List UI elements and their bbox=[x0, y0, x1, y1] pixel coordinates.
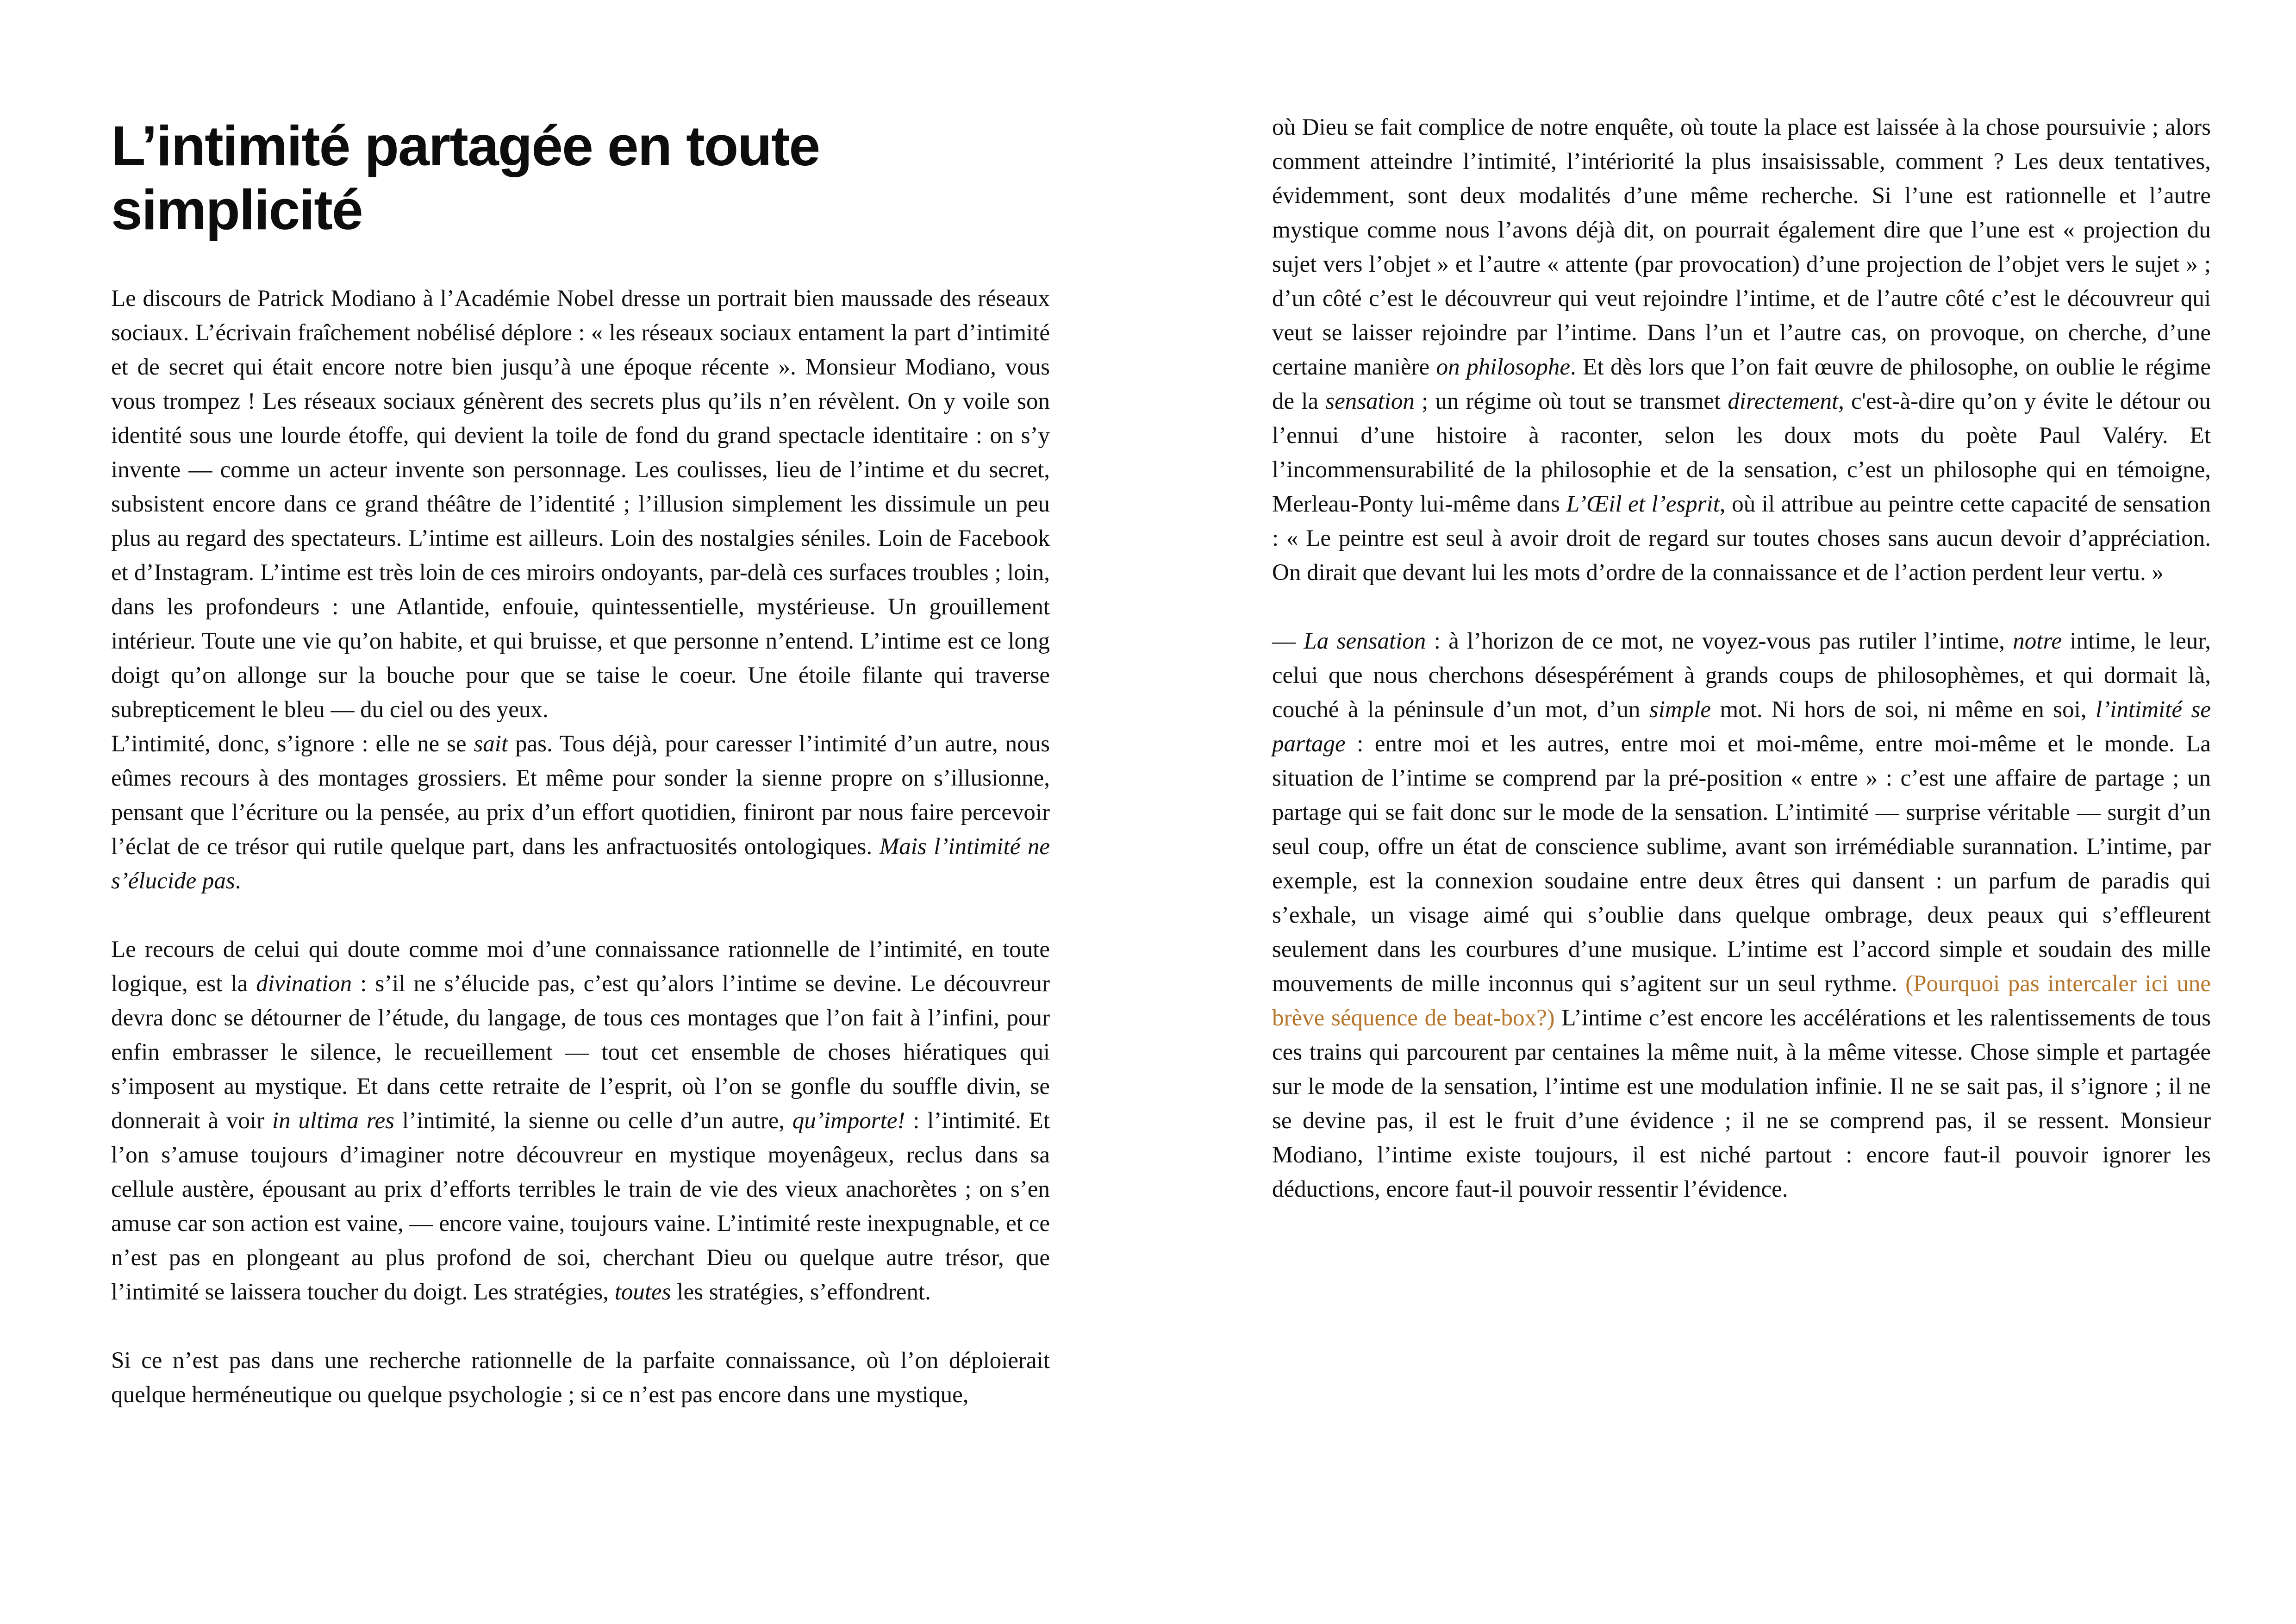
text-run: : à l’horizon de ce mot, ne voyez-vous pas rutiler l’intime, bbox=[1426, 628, 2013, 654]
italic-run: qu’importe! bbox=[792, 1108, 905, 1134]
text-run: ; un régime où tout se transmet bbox=[1414, 388, 1728, 414]
text-run: , où il attribue au peintre cette capacité de sensation : « Le peintre est seul à avoir droit de regard sur toutes choses sans aucun devoir d’appréciation. On dirait que devant lui les mots d’ordre de la connaissance et de l’action perdent leur vertu. » bbox=[1272, 491, 2211, 586]
text-run: Si ce n’est pas dans une recherche rationnelle de la parfaite connaissance, où l’on déploierait quelque herméneutique ou quelque psychologie ; si ce n’est pas encore dans une mystique, bbox=[111, 1348, 1050, 1408]
text-run: L’intime c’est encore les accélérations et les ralentissements de tous ces trains qui parcourent par centaines la même nuit, à la même vitesse. Chose simple et partagée sur le mode de la sensation, l’intime est une modulation infinie. Il ne se sait pas, il s’ignore ; il ne se devine pas, il est le fruit d’une évidence ; il ne se comprend pas, il se ressent. Monsieur Modiano, l’intime existe toujours, il est niché partout : encore faut-il pouvoir ignorer les déductions, encore faut-il pouvoir ressentir l’évidence. bbox=[1272, 1005, 2211, 1202]
italic-run: L’Œil et l’esprit bbox=[1566, 491, 1720, 517]
paragraph-4 bbox=[111, 1343, 1050, 1412]
text-run: — bbox=[1272, 628, 1304, 654]
text-run: intime, le leur, celui que nous cherchons désespérément à grands coups de philosophèmes, et qui dormait là, couché à la péninsule d’un mot, d’un bbox=[1272, 628, 2211, 723]
text-run: : s’il ne s’élucide pas, c’est qu’alors l’intime se devine. Le découvreur devra donc se détourner de l’étude, du langage, de tous ces montages que l’on fait à l’infini, pour enfin embrasser le silence, le recueillement — tout cet ensemble de choses hiératiques qui s’imposent au mystique. Et dans cette retraite de l’esprit, où l’on se gonfle du souffle divin, se donnerait à voir bbox=[111, 971, 1050, 1134]
italic-run: simple bbox=[1649, 697, 1711, 723]
italic-run: sensation bbox=[1325, 388, 1415, 414]
text-run: mot. Ni hors de soi, ni même en soi, bbox=[1711, 697, 2096, 723]
italic-run: in ultima res bbox=[272, 1108, 395, 1134]
italic-run: toutes bbox=[614, 1279, 671, 1305]
beatbox-aside-note: (Pourquoi pas intercaler ici une brève séquence de beat-box?) bbox=[1272, 971, 2211, 1031]
paragraph-1 bbox=[111, 281, 1050, 727]
italic-run: sait bbox=[474, 731, 508, 757]
italic-run: l’intimité se partage bbox=[1272, 697, 2211, 757]
italic-run: notre bbox=[2013, 628, 2062, 654]
text-run: Le recours de celui qui doute comme moi d’une connaissance rationnelle de l’intimité, en toute logique, est la bbox=[111, 937, 1050, 997]
text-run: , c'est-à-dire qu’on y évite le détour ou l’ennui d’une histoire à raconter, selon les doux mots du poète Paul Valéry. Et l’incommensurabilité de la philosophie et de la sensation, c’est un philosophe qui en témoigne, Merleau-Ponty lui-même dans bbox=[1272, 388, 2211, 517]
text-run: Le discours de Patrick Modiano à l’Académie Nobel dresse un portrait bien maussade des réseaux sociaux. L’écrivain fraîchement nobélisé déplore : « les réseaux sociaux entament la part d’intimité et de secret qui était encore notre bien jusqu’à une époque récente ». Monsieur Modiano, vous vous trompez ! Les réseaux sociaux génèrent des secrets plus qu’ils n’en révèlent. On y voile son identité sous une lourde étoffe, qui devient la toile de fond du grand spectacle identitaire : on s’y invente — comme un acteur invente son personnage. Les coulisses, lieu de l’intime et du secret, subsistent encore dans ce grand théâtre de l’identité ; l’illusion simplement les dissimule un peu plus au regard des spectateurs. L’intime est ailleurs. Loin des nostalgies séniles. Loin de Facebook et d’Instagram. L’intime est très loin de ces miroirs ondoyants, par-delà ces surfaces troubles ; loin, dans les profondeurs : une Atlantide, enfouie, quintessentielle, mystérieuse. Un grouillement intérieur. Toute une vie qu’on habite, et qui bruisse, et que personne n’entend. L’intime est ce long doigt qu’on allonge sur la bouche pour que se taise le coeur. Une étoile filante qui traverse subrepticement le bleu — du ciel ou des yeux. bbox=[111, 286, 1050, 723]
text-run: . bbox=[235, 868, 241, 894]
paragraph-6 bbox=[1272, 624, 2211, 1206]
text-run: où Dieu se fait complice de notre enquête, où toute la place est laissée à la chose poursuivie ; alors comment atteindre l’intimité, l’intériorité la plus insaisissable, comment ? Les deux tentatives, évidemment, sont deux modalités d’une même recherche. Si l’une est rationnelle et l’autre mystique comme nous l’avons déjà dit, on pourrait également dire que l’une est « projection du sujet vers l’objet » et l’autre « attente (par provocation) d’une projection de l’objet vers le sujet » ; d’un côté c’est le découvreur qui veut rejoindre l’intime, et de l’autre côté c’est le découvreur qui veut se laisser rejoindre par l’intime. Dans l’un et l’autre cas, on provoque, on cherche, d’une certaine manière bbox=[1272, 114, 2211, 380]
text-run: . Et dès lors que l’on fait œuvre de philosophe, on oublie le régime de la bbox=[1272, 354, 2211, 414]
paragraph-5 bbox=[1272, 110, 2211, 590]
article-title: L’intimité partagée en toute simplicité bbox=[111, 114, 820, 241]
left-column bbox=[111, 281, 1050, 1412]
italic-run: on philosophe bbox=[1436, 354, 1570, 380]
text-run: l’intimité, la sienne ou celle d’un autre, bbox=[394, 1108, 792, 1134]
italic-run: divination bbox=[256, 971, 352, 997]
text-run: les stratégies, s’effondrent. bbox=[671, 1279, 931, 1305]
paragraph-2 bbox=[111, 727, 1050, 898]
italic-run: Mais l’intimité ne s’élucide pas bbox=[111, 834, 1050, 894]
italic-run: La sensation bbox=[1304, 628, 1426, 654]
paragraph-3 bbox=[111, 932, 1050, 1309]
right-column bbox=[1272, 110, 2211, 1206]
text-run: pas. Tous déjà, pour caresser l’intimité d’un autre, nous eûmes recours à des montages grossiers. Et même pour sonder la sienne propre on s’illusionne, pensant que l’écriture ou la pensée, au prix d’un effort quotidien, finiront par nous faire percevoir l’éclat de ce trésor qui rutile quelque part, dans les anfractuosités ontologiques. bbox=[111, 731, 1050, 860]
text-run: L’intimité, donc, s’ignore : elle ne se bbox=[111, 731, 474, 757]
text-run: : entre moi et les autres, entre moi et moi-même, entre moi-même et le monde. La situation de l’intime se comprend par la pré-position « entre » : c’est une affaire de partage ; un partage qui se fait donc sur le mode de la sensation. L’intimité — surprise véritable — surgit d’un seul coup, offre un état de conscience sublime, avant son irrémédiable surannation. L’intime, par exemple, est la connexion soudaine entre deux êtres qui dansent : un parfum de paradis qui s’exhale, un visage aimé qui s’oublie dans quelque ombrage, deux peaux qui s’effleurent seulement dans les courbures d’une musique. L’intime est l’accord simple et soudain des mille mouvements de mille inconnus qui s’agitent sur un seul rythme. bbox=[1272, 731, 2211, 997]
text-run: : l’intimité. Et l’on s’amuse toujours d’imaginer notre découvreur en mystique moyenâgeux, reclus dans sa cellule austère, épousant au prix d’efforts terribles le train de vie des vieux anachorètes ; on s’en amuse car son action est vaine, — encore vaine, toujours vaine. L’intimité reste inexpugnable, et ce n’est pas en plongeant au plus profond de soi, cherchant Dieu ou quelque autre trésor, que l’intimité se laissera toucher du doigt. Les stratégies, bbox=[111, 1108, 1050, 1305]
italic-run: directement bbox=[1728, 388, 1839, 414]
right-page bbox=[1148, 0, 2296, 1624]
